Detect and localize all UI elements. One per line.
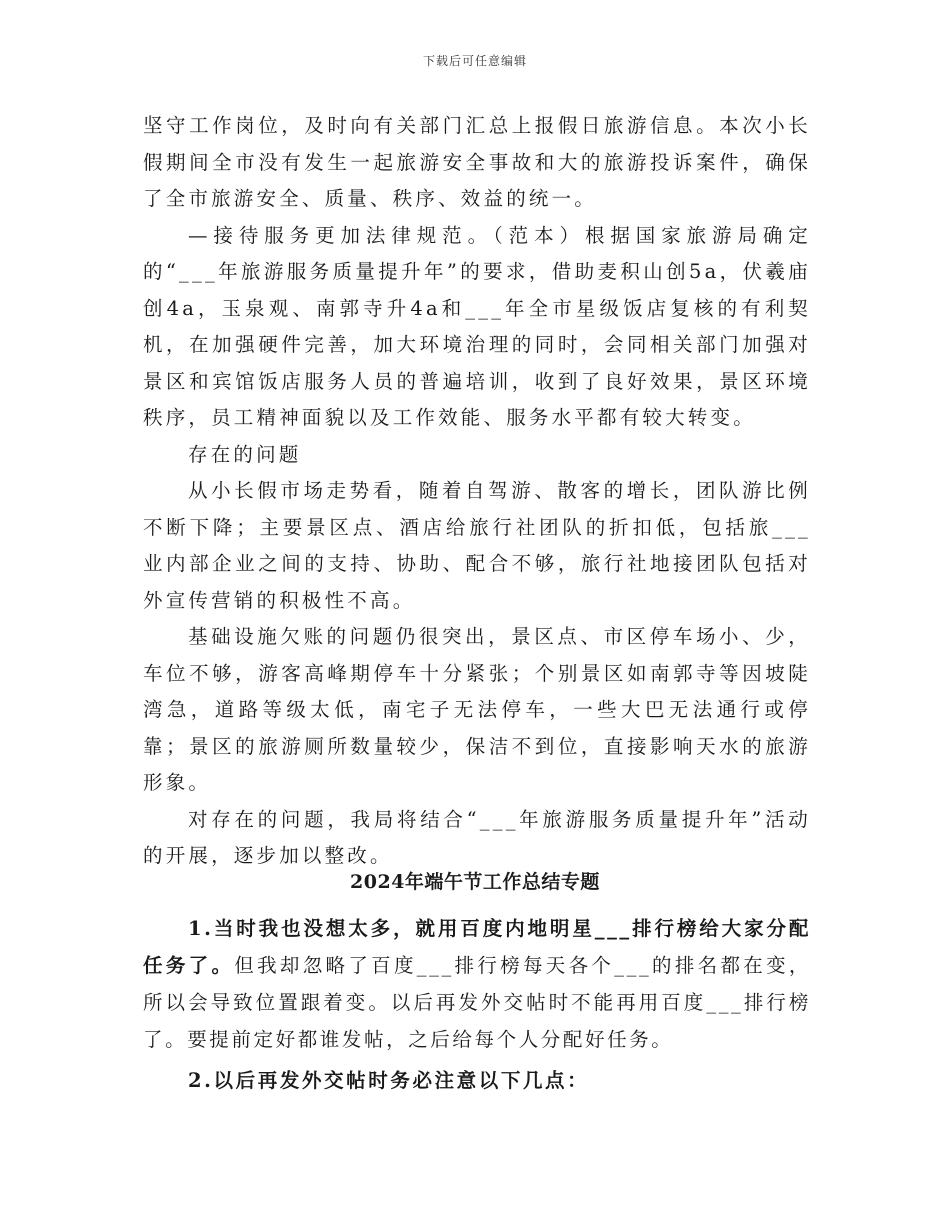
subheading-problems: 存在的问题 xyxy=(188,442,302,466)
paragraph: 对存在的问题，我局将结合“___年旅游服务质量提升年”活动的开展，逐步加以整改。 xyxy=(143,807,811,867)
paragraph: 坚守工作岗位，及时向有关部门汇总上报假日旅游信息。本次小长假期间全市没有发生一起旅游安全事故和大的旅游投诉案件，确保了全市旅游安全、质量、秩序、效益的统一。 xyxy=(143,114,811,210)
paragraph-text: 但我却忽略了百度___排行榜每天各个___的排名都在变，所以会导致位置跟着变。以后再发外交帖时不能再用百度___排行榜了。要提前定好都谁发帖，之后给每个人分配好任务。 xyxy=(143,954,811,1051)
header-note: 下载后可任意编辑 xyxy=(422,54,527,68)
paragraph: 从小长假市场走势看，随着自驾游、散客的增长，团队游比例不断下降；主要景区点、酒店给旅行社团队的折扣低，包括旅___业内部企业之间的支持、协助、配合不够，旅行社地接团队包括对外宣传营销的积极性不高。 xyxy=(143,479,811,612)
paragraph: 基础设施欠账的问题仍很突出，景区点、市区停车场小、少，车位不够，游客高峰期停车十分紧张；个别景区如南郭寺等因坡陡湾急，道路等级太低，南宅子无法停车，一些大巴无法通行或停靠；景区的旅游厕所数量较少，保洁不到位，直接影响天水的旅游形象。 xyxy=(143,625,811,794)
section-heading: 2024年端午节工作总结专题 xyxy=(350,871,600,893)
paragraph: —接待服务更加法律规范。（范本）根据国家旅游局确定的“___年旅游服务质量提升年”的要求，借助麦积山创5a，伏羲庙创4a，玉泉观、南郭寺升4a和___年全市星级饭店复核的有利契机，在加强硬件完善，加大环境治理的同时，会同相关部门加强对景区和宾馆饭店服务人员的普遍培训，收到了良好效果，景区环境秩序，员工精神面貌以及工作效能、服务水平都有较大转变。 xyxy=(143,223,811,429)
document-body xyxy=(143,108,811,875)
numbered-paragraph-1 xyxy=(143,910,811,1058)
numbered-paragraph-2: 2.以后再发外交帖时务必注意以下几点： xyxy=(188,1069,590,1092)
bold-lead: 1.当时我也没想太多，就用百度内地明星___排行榜给大家分配任务了。 xyxy=(143,917,811,977)
document-body-2 xyxy=(143,910,811,1099)
